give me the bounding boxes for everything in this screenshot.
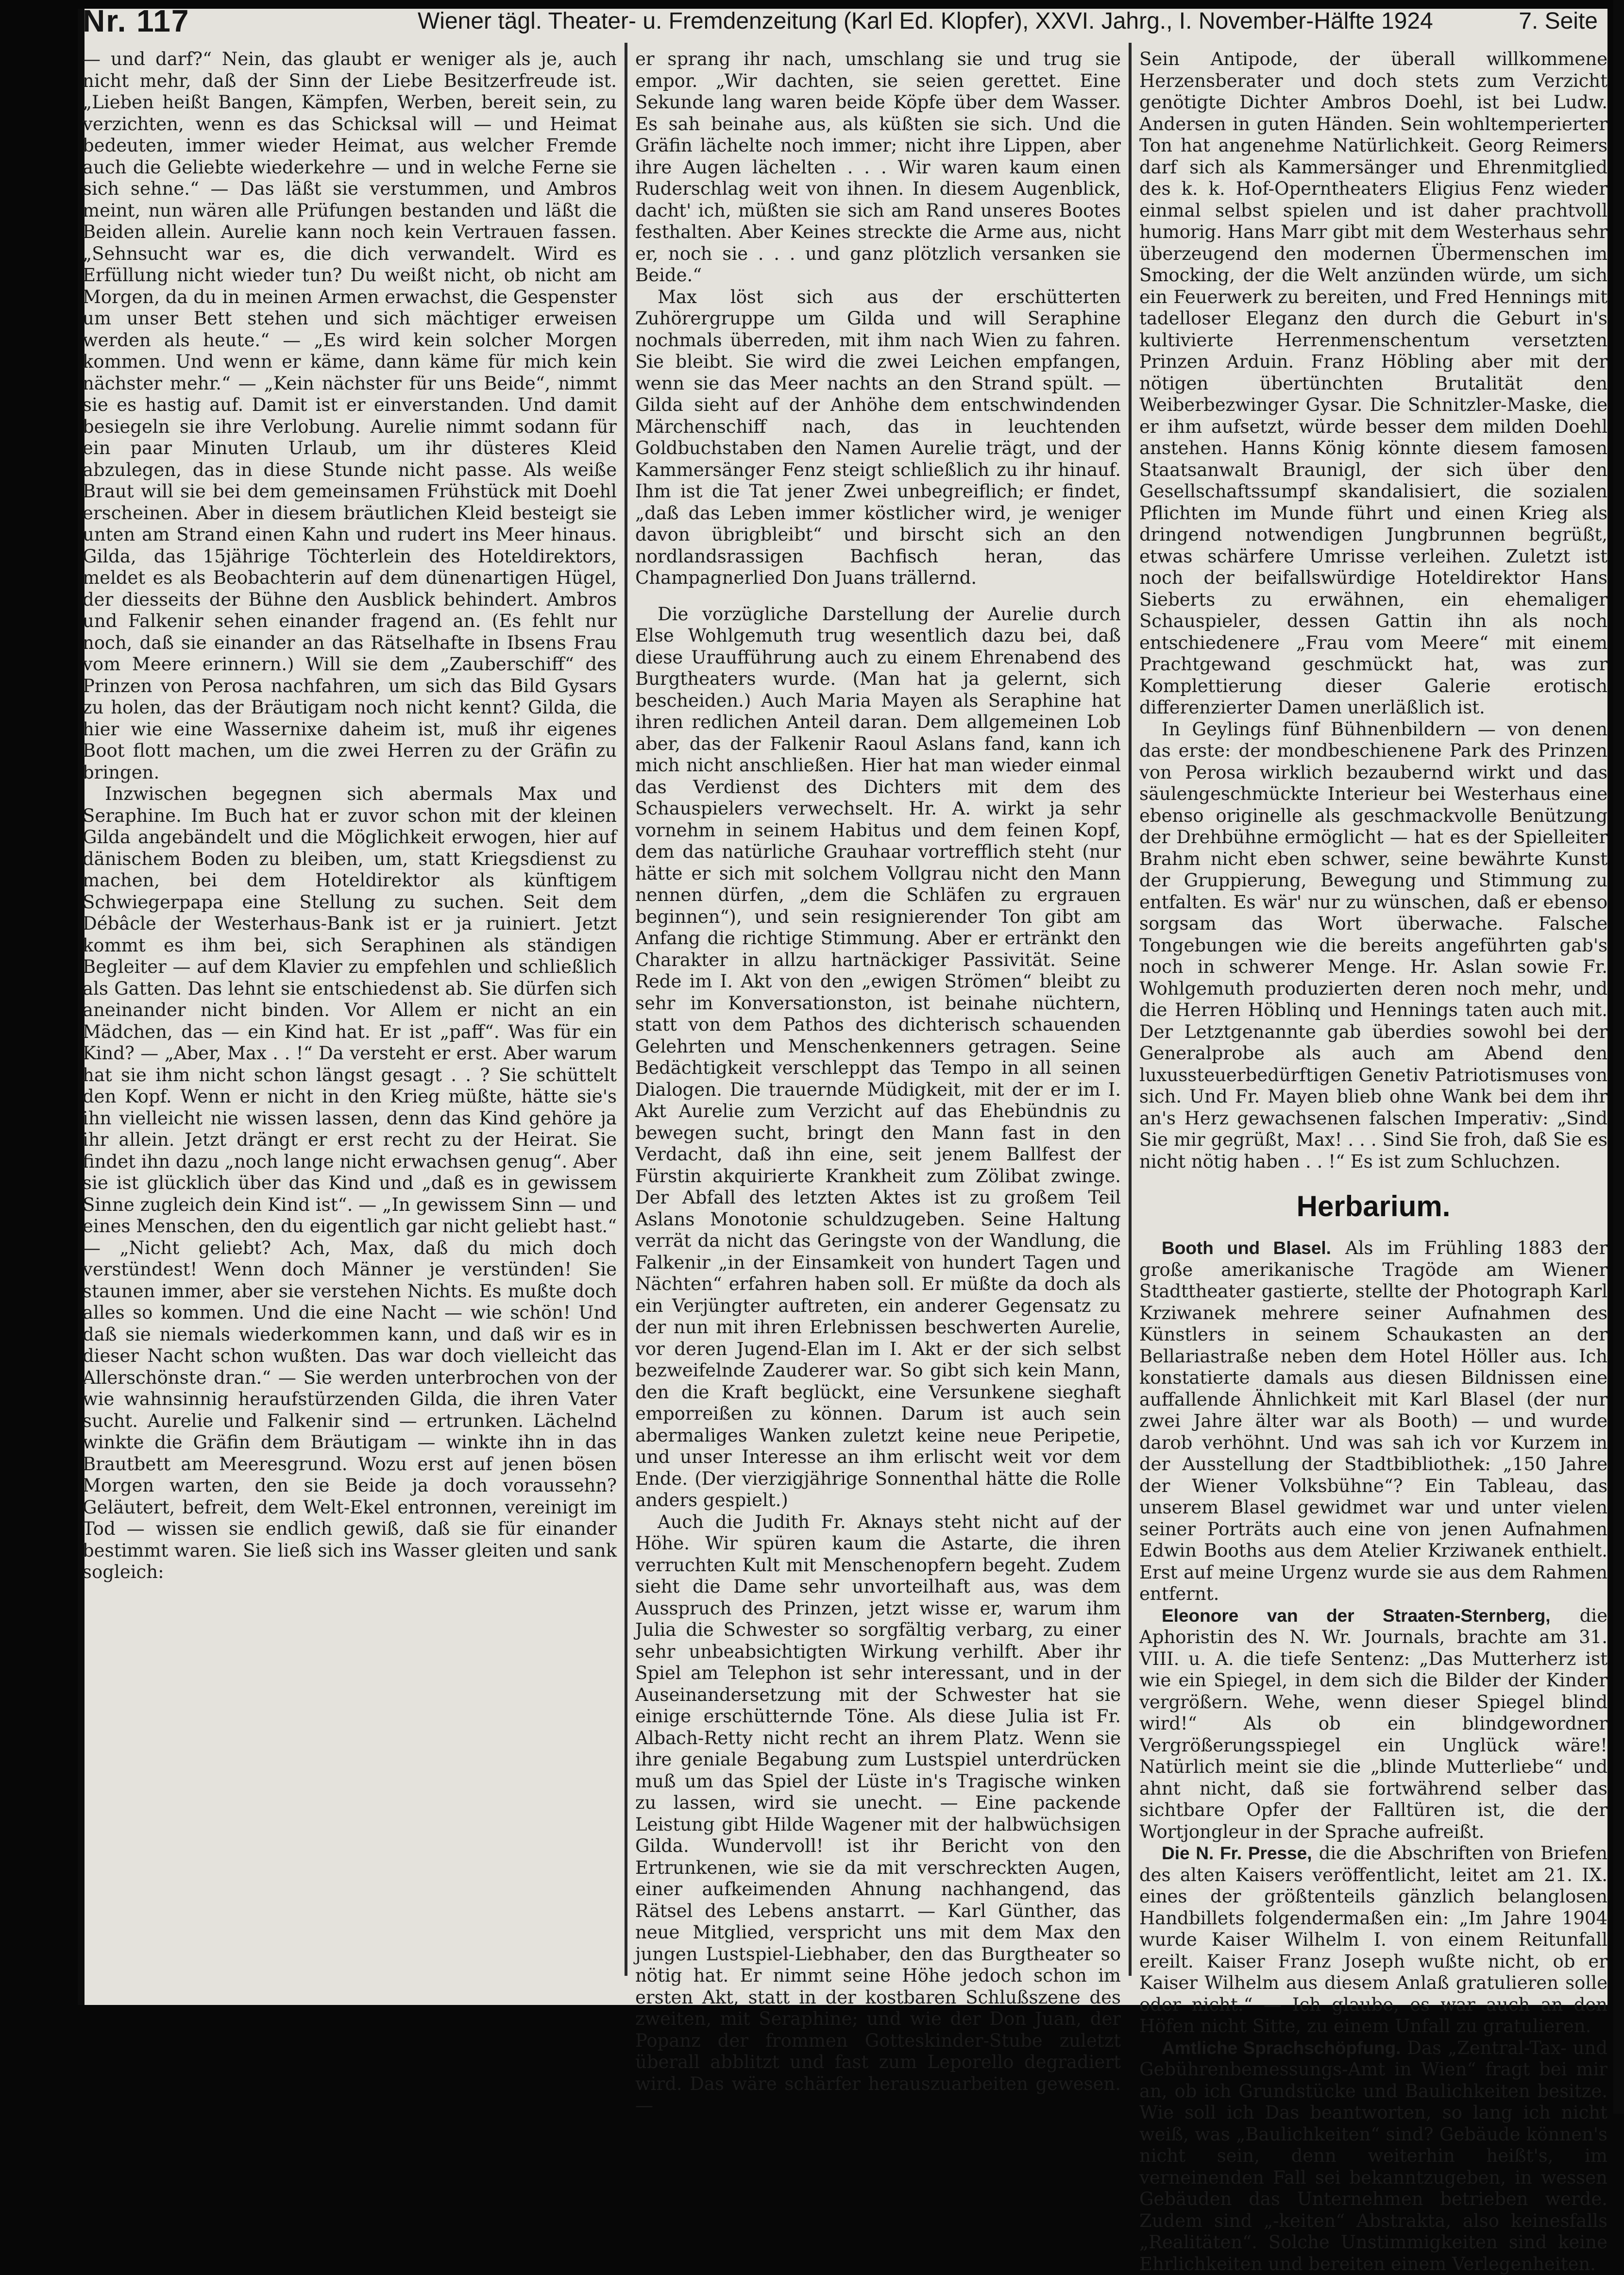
col1-paragraph-2: Inzwischen begegnen sich abermals Max und Seraphine. Im Buch hat er zuvor schon mit der kleinen Gilda angebändelt und die Möglichkeit erwogen, hier auf dänischem Boden zu bleiben, um, statt Kriegsdienst zu machen, bei dem Hoteldirektor als künftigem Schwiegerpapa eine Stellung zu suchen. Seit dem Débâcle der Westerhaus-Bank ist er ja ruiniert. Jetzt kommt es ihm bei, sich Seraphinen als ständigen Begleiter — auf dem Klavier zu empfehlen und schließlich als Gatten. Das lehnt sie entschiedenst ab. Sie dürfen sich aneinander nicht binden. Vor Allem er nicht an ein Mädchen, das — ein Kind hat. Er ist „paff“. Was für ein Kind? — „Aber, Max . . !“ Da versteht er erst. Aber warum hat sie ihm nicht schon längst gesagt . . ? Sie schüttelt den Kopf. Wenn er nicht in den Krieg müßte, hätte sie's ihn vielleicht nie wissen lassen, denn das Kind gehöre ja ihr allein. Jetzt drängt er erst recht zu der Heirat. Sie findet ihn dazu „noch lange nicht erwachsen genug“. Aber sie ist glücklich über das Kind und „daß es in gewissem Sinne zugleich dein Kind ist“. — „In gewissem Sinn — und eines Menschen, den du eigentlich gar nicht geliebt hast.“ — „Nicht geliebt? Ach, Max, daß du mich doch verstündest! Wenn doch Männer je verstünden! Sie staunen immer, aber sie verstehen Nichts. Es mußte doch alles so kommen. Und die eine Nacht — wie schön! Und daß sie niemals wiederkommen kann, und daß wir es in dieser Nacht schon wußten. Das war doch vielleicht das Allerschönste dran.“ — Sie werden unterbrochen von der wie wahnsinnig heraufstürzenden Gilda, die ihren Vater sucht. Aurelie und Falkenir sind — ertrunken. Lächelnd winkte die Gräfin dem Bräutigam — winkte ihn in das Brautbett am Meeresgrund. Wozu erst auf jenen bösen Morgen warten, den sie Beide ja doch voraussehn? Geläutert, befreit, dem Welt-Ekel entronnen, vereinigt im Tod — wissen sie endlich gewiß, daß sie für einander bestimmt waren. Sie ließ sich ins Wasser gleiten und sank sogleich: (83, 783, 617, 1583)
herbarium-item-text: die Aphoristin des N. Wr. Journals, brachte am 31. VIII. u. A. die tiefe Sentenz: „Das Mutterherz ist wie ein Spiegel, in dem sich die Bilder der Kinder vergrößern. Wehe, wenn dieser Spiegel blind wird!“ Als ob ein blindgewordner Vergrößerungsspiegel ein Unglück wäre! Natürlich meint sie die „blinde Mutterliebe“ und ahnt nicht, daß sie fortwährend selber das sichtbare Opfer der Falltüren ist, die der Wortjongleur in der Sprache aufreißt. (1139, 1605, 1607, 1842)
herbarium-item (1139, 1238, 1607, 1605)
herbarium-item-head: Booth und Blasel. (1162, 1238, 1331, 1258)
herbarium-item (1139, 2037, 1607, 2275)
herbarium-heading: Herbarium. (1139, 1187, 1607, 1226)
col2-paragraph-1: er sprang ihr nach, umschlang sie und trug sie empor. „Wir dachten, sie seien gerettet. Eine Sekunde lang waren beide Köpfe über dem Wasser. Es sah beinahe aus, als küßten sie sich. Und die Gräfin lächelte noch immer; nicht ihre Lippen, aber ihre Augen lächelten . . . Wir waren kaum einen Ruderschlag weit von ihnen. In diesem Augenblick, dacht' ich, müßten sie sich am Rand unseres Bootes festhalten. Aber Keines streckte die Arme aus, nicht er, noch sie . . . und ganz plötzlich versanken sie Beide.“ (635, 49, 1121, 287)
column-rule-2 (1129, 43, 1132, 1976)
paragraph-gap (635, 589, 1121, 604)
col1-paragraph-1: — und darf?“ Nein, das glaubt er weniger als je, auch nicht mehr, daß der Sinn der Liebe Besitzerfreude ist. „Lieben heißt Bangen, Kämpfen, Werben, bereit sein, zu verzichten, wenn es das Schicksal will — und Heimat bedeuten, immer wieder Heimat, aus welcher Fremde auch die Geliebte wiederkehre — und in welche Ferne sie sich sehne.“ — Das läßt sie verstummen, und Ambros meint, nun wären alle Prüfungen bestanden und läßt die Beiden allein. Aurelie kann noch kein Vertrauen fassen. „Sehnsucht war es, die dich verwandelt. Wird es Erfüllung nicht wieder tun? Du weißt nicht, ob nicht am Morgen, da du in meinen Armen erwachst, die Gespenster um unser Bett stehen und sich mächtiger erweisen werden als heute.“ — „Es wird kein solcher Morgen kommen. Und wenn er käme, dann käme für mich kein nächster mehr.“ — „Kein nächster für uns Beide“, nimmt sie es hastig auf. Damit ist er einverstanden. Und damit besiegeln sie ihre Verlobung. Aurelie nimmt sodann für ein paar Minuten Urlaub, um ihr düsteres Kleid abzulegen, das in diese Stunde nicht passe. Als weiße Braut will sie bei dem gemeinsamen Frühstück mit Doehl erscheinen. Aber in diesem bräutlichen Kleid besteigt sie unten am Strand einen Kahn und rudert ins Meer hinaus. Gilda, das 15jährige Töchterlein des Hoteldirektors, meldet es als Beobachterin auf dem dünenartigen Hügel, der diesseits der Bühne den Ausblick behindert. Ambros und Falkenir sehen einander fragend an. (Es fehlt nur noch, daß sie einander an das Rätselhafte in Ibsens Frau vom Meere erinnern.) Will sie dem „Zauberschiff“ des Prinzen von Perosa nachfahren, um sich das Bild Gysars zu holen, das der Bräutigam noch nicht kennt? Gilda, die hier wie eine Wassernixe daheim ist, muß ihr eigenes Boot flott machen, um die zwei Herren zu der Gräfin zu bringen. (83, 49, 617, 783)
column-rule-1 (625, 43, 627, 1976)
publication-line: Wiener tägl. Theater- u. Fremdenzeitung (Karl Ed. Klopfer), XXVI. Jahrg., I. November-Hälfte 1924 (418, 8, 1433, 34)
herbarium-item-head: Die N. Fr. Presse, (1162, 1843, 1312, 1863)
column-3 (1139, 49, 1607, 1986)
col2-paragraph-2: Max löst sich aus der erschütterten Zuhörergruppe um Gilda und will Seraphine nochmals überreden, mit ihm nach Wien zu fahren. Sie bleibt. Sie wird die zwei Leichen empfangen, wenn sie das Meer nachts an den Strand spült. — Gilda sieht auf der Anhöhe dem entschwindenden Märchenschiff nach, das in leuchtenden Goldbuchstaben den Namen Aurelie trägt, und der Kammersänger Fenz steigt schließlich zu ihr hinauf. Ihm ist die Tat jener Zwei unbegreiflich; er findet, „daß das Leben immer köstlicher wird, je weniger davon übrigbleibt“ und birscht sich an den nordlandsrassigen Bachfisch heran, das Champagnerlied Don Juans trällernd. (635, 287, 1121, 589)
herbarium-item-text: Das „Zentral-Tax- und Gebührenbemessungs-Amt in Wien“ fragt bei mir an, ob ich Grundstücke und Baulichkeiten besitze. Wie soll ich Das beantworten, so lang ich nicht weiß, was „Baulichkeiten“ sind? Gebäude können's nicht sein, denn weiterhin heißt's, im verneinenden Fall sei bekanntzugeben, in wessen Gebäuden das Unternehmen betrieben werde. Zudem sind „-keiten“ Abstrakta, also keinesfalls „Realitäten“. Solche Unstimmigkeiten sind keine Ehrlichkeiten und bereiten einem Verlegenheiten. (1139, 2037, 1607, 2275)
col2-paragraph-3: Die vorzügliche Darstellung der Aurelie durch Else Wohlgemuth trug wesentlich dazu bei, daß diese Uraufführung auch zu einem Ehrenabend des Burgtheaters wurde. (Man hat ja gelernt, sich bescheiden.) Auch Maria Mayen als Seraphine hat ihren redlichen Anteil daran. Dem allgemeinen Lob aber, das der Falkenir Raoul Aslans fand, kann ich mich nicht anschließen. Hier hat man wieder einmal das Verdienst des Dichters mit dem des Schauspielers verwechselt. Hr. A. wirkt ja sehr vornehm in seinem Habitus und dem feinen Kopf, dem das natürliche Grauhaar vortrefflich steht (nur hätte er sich mit solchem Vollgrau nicht den Mann nennen dürfen, „dem die Schläfen zu ergrauen beginnen“), und sein resignierender Ton gibt am Anfang die richtige Stimmung. Aber er ertränkt den Charakter in allzu hartnäckiger Passivität. Seine Rede im I. Akt von den „ewigen Strömen“ bleibt zu sehr im Konversationston, ist beinahe nüchtern, statt von dem Pathos des dichterisch schauenden Gelehrten und Menschenkenners getragen. Seine Bedächtigkeit verschleppt das Tempo in all seinen Dialogen. Die trauernde Müdigkeit, mit der er im I. Akt Aurelie zum Verzicht auf das Ehebündnis zu bewegen sucht, bringt den Mann fast in den Verdacht, daß ihn eine, seit jenem Ballfest der Fürstin akquirierte Krankheit zum Zölibat zwinge. Der Abfall des letzten Aktes ist zu großem Teil Aslans Monotonie schuldzugeben. Seine Haltung verrät da nicht das Geringste von der Wandlung, die Falkenir „in der Einsamkeit von hundert Tagen und Nächten“ erfahren haben soll. Er müßte da doch als ein Verjüngter auftreten, ein anderer Gegensatz zu der nun mit ihren Erlebnissen beschwerten Aurelie, vor deren Jugend-Elan im I. Akt er der sich selbst bezweifelnde Zauderer war. So gibt sich kein Mann, den die Kraft beglückt, eine Versunkene sieghaft emporreißen zu können. Darum ist auch sein abermaliges Wanken zuletzt keine neue Peripetie, und unser Interesse an ihm erlischt weit vor dem Ende. (Der vierzigjährige Sonnenthal hätte die Rolle anders gespielt.) (635, 604, 1121, 1511)
page-number: 7. Seite (1519, 8, 1598, 34)
herbarium-item-head: Amtliche Sprachschöpfung. (1162, 2038, 1401, 2058)
herbarium-item-text: Als im Frühling 1883 der große amerikanische Tragöde am Wiener Stadttheater gastierte, stellte der Photograph Karl Krziwanek mehrere seiner Aufnahmen des Künstlers in seinem Schaukasten an der Bellariastraße neben dem Hotel Höller aus. Ich konstatierte damals aus diesen Bildnissen eine auffallende Ähnlichkeit mit Karl Blasel (der nur zwei Jahre älter war als Booth) — und wurde darob verhöhnt. Und was sah ich vor Kurzem in der Ausstellung der Stadtbibliothek: „150 Jahre der Wiener Volksbühne“? Ein Tableau, das unserem Blasel gewidmet war und unter vielen seiner Porträts auch eine von jenen Aufnahmen Edwin Booths aus dem Atelier Krziwanek enthielt. Erst auf meine Urgenz wurde sie aus dem Rahmen entfernt. (1139, 1238, 1607, 1604)
herbarium-item (1139, 1843, 1607, 2037)
page-header (83, 0, 1617, 38)
col3-paragraph-2: In Geylings fünf Bühnenbildern — von denen das erste: der mondbeschienene Park des Prinzen von Perosa wirklich bezaubernd wirkt und das säulengeschmückte Interieur bei Westerhaus eine ebenso originelle als geschmackvolle Benützung der Drehbühne ermöglicht — hat es der Spielleiter Brahm nicht eben schwer, seine bewährte Kunst der Gruppierung, Bewegung und Stimmung zu entfalten. Es wär' nur zu wünschen, daß er ebenso sorgsam das Wort überwache. Falsche Tongebungen wie die bereits angeführten gab's noch in schwerer Menge. Hr. Aslan sowie Fr. Wohlgemuth produzierten deren noch mehr, und die Herren Höblinq und Hennings taten auch mit. Der Letztgenannte gab überdies sowohl bei der Generalprobe als auch am Abend den luxussteuerbedürftigen Genetiv Patriotismuses von sich. Und Fr. Mayen blieb ohne Wank bei dem ihr an's Herz gewachsenen falschen Imperativ: „Sind Sie mir gegrüßt, Max! . . . Sind Sie froh, daß Sie es nicht nötig haben . . !“ Es ist zum Schluchzen. (1139, 719, 1607, 1173)
scan-edge (1613, 0, 1624, 2114)
herbarium-item-text: die die Abschriften von Briefen des alten Kaisers veröffentlicht, leitet am 21. IX. eines der größtenteils gänzlich belanglosen Handbillets folgendermaßen ein: „Im Jahre 1904 wurde Kaiser Wilhelm I. von einem Reitunfall ereilt. Kaiser Franz Joseph wußte nicht, ob er Kaiser Wilhelm aus diesem Anlaß gratulieren solle oder nicht.“ — Ich glaube, es war auch an den Höfen nicht Sitte, zu einem Unfall zu gratulieren. (1139, 1843, 1607, 2037)
issue-number: Nr. 117 (83, 3, 189, 39)
herbarium-item-head: Eleonore van der Straaten-Sternberg, (1162, 1606, 1551, 1626)
col2-paragraph-4: Auch die Judith Fr. Aknays steht nicht auf der Höhe. Wir spüren kaum die Astarte, die ihren verruchten Kult mit Menschenopfern begeht. Zudem sieht die Dame sehr unvorteilhaft aus, was dem Ausspruch des Prinzen, jetzt wisse er, warum ihm Julia die Schwester so sorgfältig verbarg, zu einer sehr unbeabsichtigten Wirkung verhilft. Aber ihr Spiel am Telephon ist sehr interessant, und in der Auseinandersetzung mit der Schwester hat sie einige erschütternde Töne. Als diese Julia ist Fr. Albach-Retty nicht recht an ihrem Platz. Wenn sie ihre geniale Begabung zum Lustspiel unterdrücken muß um das Spiel der Lüste in's Tragische winken zu lassen, wird sie unecht. — Eine packende Leistung gibt Hilde Wagener mit der halbwüchsigen Gilda. Wundervoll! ist ihr Bericht von den Ertrunkenen, wie sie da mit verschreckten Augen, einer aufkeimenden Ahnung nachhangend, das Rätsel des Lebens anstarrt. — Karl Günther, das neue Mitglied, verspricht uns mit dem Max den jungen Lustspiel-Liebhaber, den das Burgtheater so nötig hat. Er nimmt seine Höhe jedoch schon im ersten Akt, statt in der kostbaren Schlußszene des zweiten, mit Seraphine; und wie der Don Juan, der Popanz der frommen Gotteskinder-Stube zuletzt überall abblitzt und fast zum Leporello degradiert wird. Das wäre schärfer herauszuarbeiten gewesen. — (635, 1511, 1121, 2117)
column-1 (83, 49, 617, 1986)
col3-paragraph-1: Sein Antipode, der überall willkommene Herzensberater und doch stets zum Verzicht genötigte Dichter Ambros Doehl, ist bei Ludw. Andersen in guten Händen. Sein wohltemperierter Ton hat angenehme Natürlichkeit. Georg Reimers darf sich als Kammersänger und Ehrenmitglied des k. k. Hof-Operntheaters Eligius Fenz wieder einmal selbst spielen und ist daher prachtvoll humorig. Hans Marr gibt mit dem Westerhaus sehr überzeugend den modernen Übermenschen im Smocking, der die Welt anzünden würde, um sich ein Feuerwerk zu bereiten, und Fred Hennings mit tadelloser Eleganz den durch die Geburt in's kultivierte Herrenmenschentum versetzten Prinzen Arduin. Franz Höbling aber mit der nötigen übertünchten Brutalität den Weiberbezwinger Gysar. Die Schnitzler-Maske, die er ihm aufsetzt, würde besser dem milden Doehl anstehen. Hanns König könnte diesem famosen Staatsanwalt Braunigl, der sich über den Gesellschaftssumpf skandalisiert, die sozialen Pflichten im Munde führt und einen Krieg als dringend notwendigen Jungbrunnen begrüßt, etwas schärfere Umrisse verleihen. Zuletzt ist noch der beifallswürdige Hoteldirektor Hans Sieberts zu erwähnen, ein ehemaliger Schauspieler, dessen Gattin ihn als noch entschiedenere „Frau vom Meere“ mit einem Prachtgewand geschmückt hat, was zur Komplettierung dieser Galerie erotisch differenzierter Damen unerläßlich ist. (1139, 49, 1607, 719)
herbarium-item (1139, 1605, 1607, 1843)
column-2 (635, 49, 1121, 1986)
